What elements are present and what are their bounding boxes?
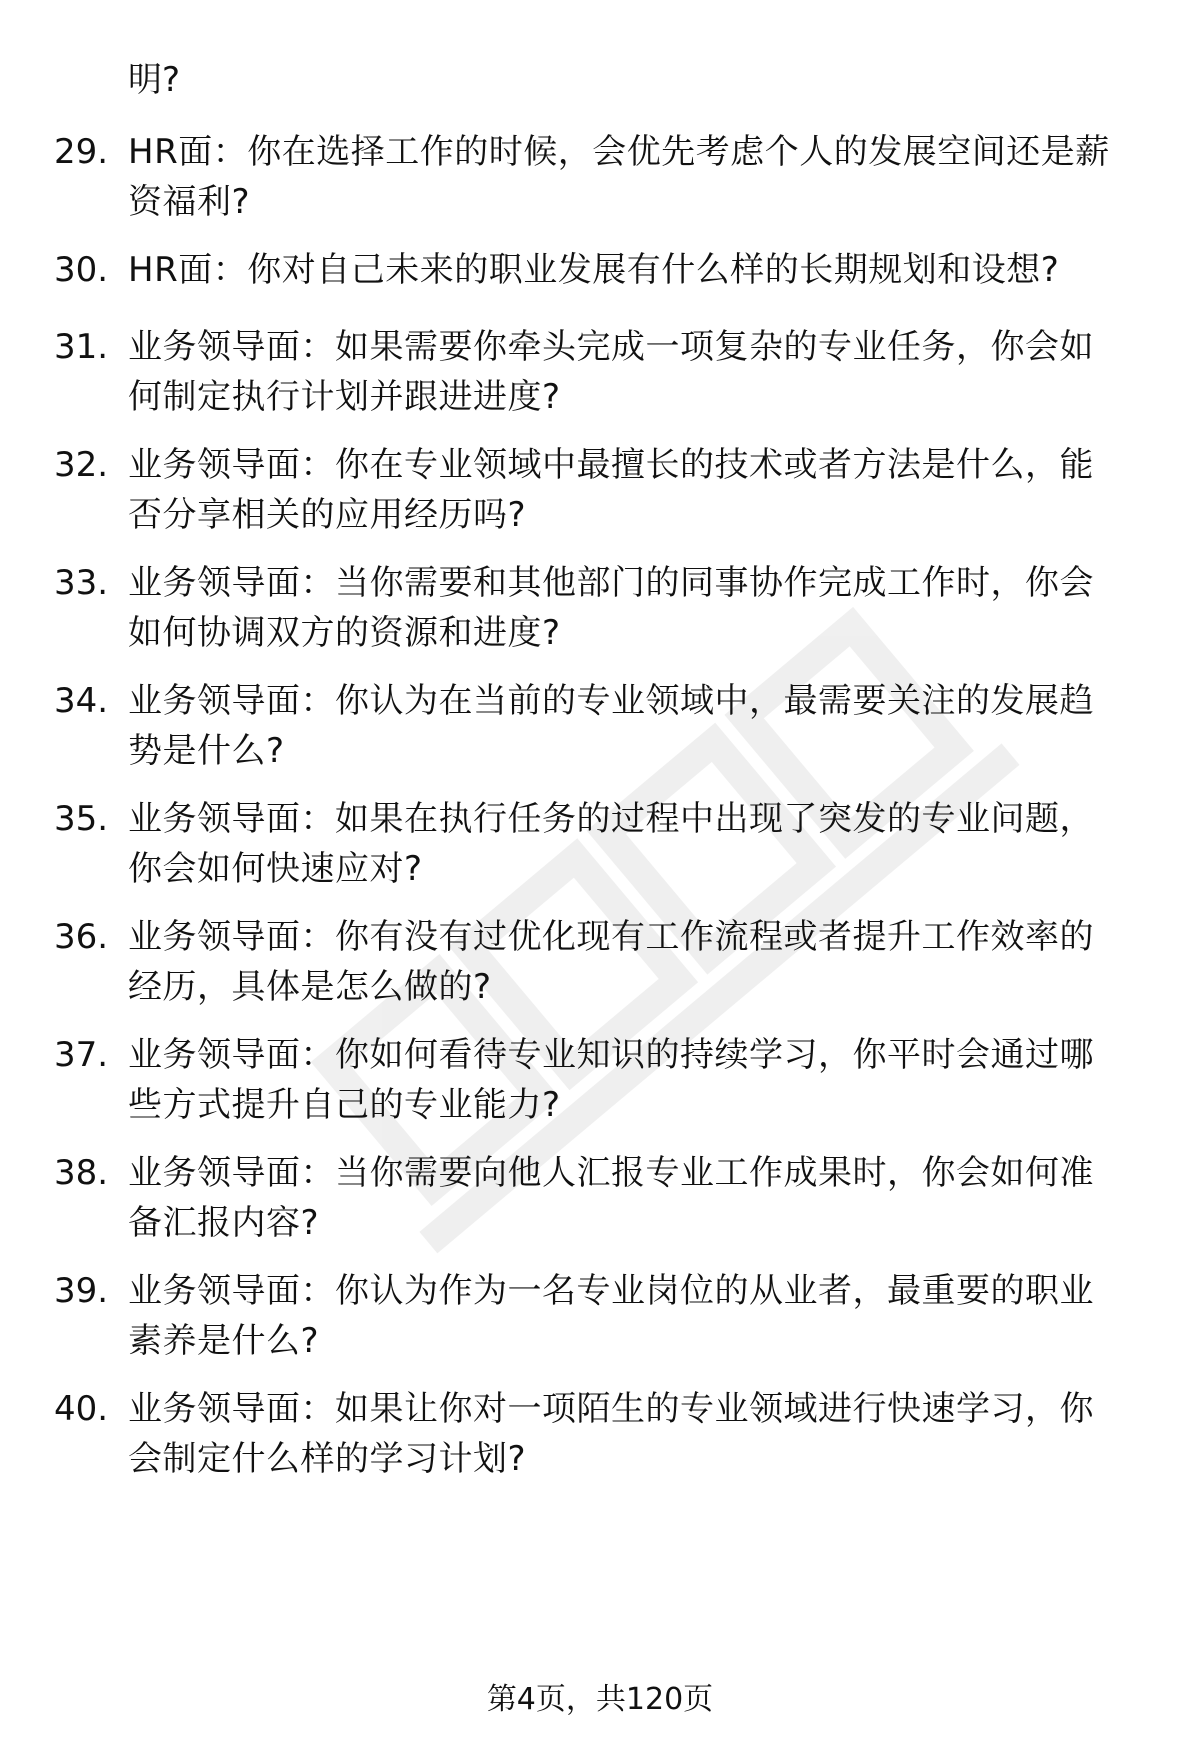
- question-line: 业务领导面：当你需要向他人汇报专业工作成果时，你会如何准: [128, 1153, 1094, 1193]
- question-number: 39.: [54, 1271, 109, 1311]
- question-line: 业务领导面：如果让你对一项陌生的专业领域进行快速学习，你: [128, 1389, 1094, 1429]
- question-number: 33.: [54, 563, 109, 603]
- question-line: 会制定什么样的学习计划?: [128, 1439, 527, 1479]
- question-text: [128, 443, 1158, 543]
- question-text: [128, 561, 1158, 661]
- question-number: 29.: [54, 132, 109, 172]
- question-number: 38.: [54, 1153, 109, 1193]
- question-line: 素养是什么?: [128, 1321, 320, 1361]
- question-line: 你会如何快速应对?: [128, 849, 423, 889]
- question-number: 30.: [54, 250, 109, 290]
- question-line: 如何协调双方的资源和进度?: [128, 613, 561, 653]
- question-text: [128, 1151, 1158, 1251]
- question-text: [128, 325, 1158, 425]
- question-number: 34.: [54, 681, 109, 721]
- question-line: HR面：你在选择工作的时候，会优先考虑个人的发展空间还是薪: [128, 132, 1110, 172]
- question-line: 业务领导面：你如何看待专业知识的持续学习，你平时会通过哪: [128, 1035, 1094, 1075]
- question-line: 业务领导面：如果需要你牵头完成一项复杂的专业任务，你会如: [128, 327, 1094, 367]
- question-line: 业务领导面：如果在执行任务的过程中出现了突发的专业问题，: [128, 799, 1094, 839]
- question-text: [128, 915, 1158, 1015]
- question-text: [128, 130, 1158, 230]
- question-number: 32.: [54, 445, 109, 485]
- question-line: 势是什么?: [128, 731, 285, 771]
- question-line: 些方式提升自己的专业能力?: [128, 1085, 561, 1125]
- question-line: HR面：你对自己未来的职业发展有什么样的长期规划和设想?: [128, 250, 1060, 290]
- question-line: 业务领导面：你有没有过优化现有工作流程或者提升工作效率的: [128, 917, 1094, 957]
- question-text: [128, 1033, 1158, 1133]
- question-text: [128, 248, 1158, 298]
- question-number: 35.: [54, 799, 109, 839]
- question-number: 31.: [54, 327, 109, 367]
- question-number: 36.: [54, 917, 109, 957]
- question-line: 备汇报内容?: [128, 1203, 320, 1243]
- question-line: 业务领导面：当你需要和其他部门的同事协作完成工作时，你会: [128, 563, 1094, 603]
- question-line: 业务领导面：你在专业领域中最擅长的技术或者方法是什么，能: [128, 445, 1094, 485]
- question-number: 40.: [54, 1389, 109, 1429]
- question-number: 37.: [54, 1035, 109, 1075]
- question-line: 经历，具体是怎么做的?: [128, 967, 492, 1007]
- question-line: 资福利?: [128, 182, 251, 222]
- question-line: 何制定执行计划并跟进进度?: [128, 377, 561, 417]
- continuation-text: 明?: [128, 60, 181, 100]
- question-line: 业务领导面：你认为作为一名专业岗位的从业者，最重要的职业: [128, 1271, 1094, 1311]
- question-text: [128, 1269, 1158, 1369]
- question-text: [128, 797, 1158, 897]
- question-text: [128, 679, 1158, 779]
- page-footer: 第4页，共120页: [486, 1682, 714, 1717]
- question-text: [128, 1387, 1158, 1487]
- question-line: 业务领导面：你认为在当前的专业领域中，最需要关注的发展趋: [128, 681, 1094, 721]
- question-line: 否分享相关的应用经历吗?: [128, 495, 527, 535]
